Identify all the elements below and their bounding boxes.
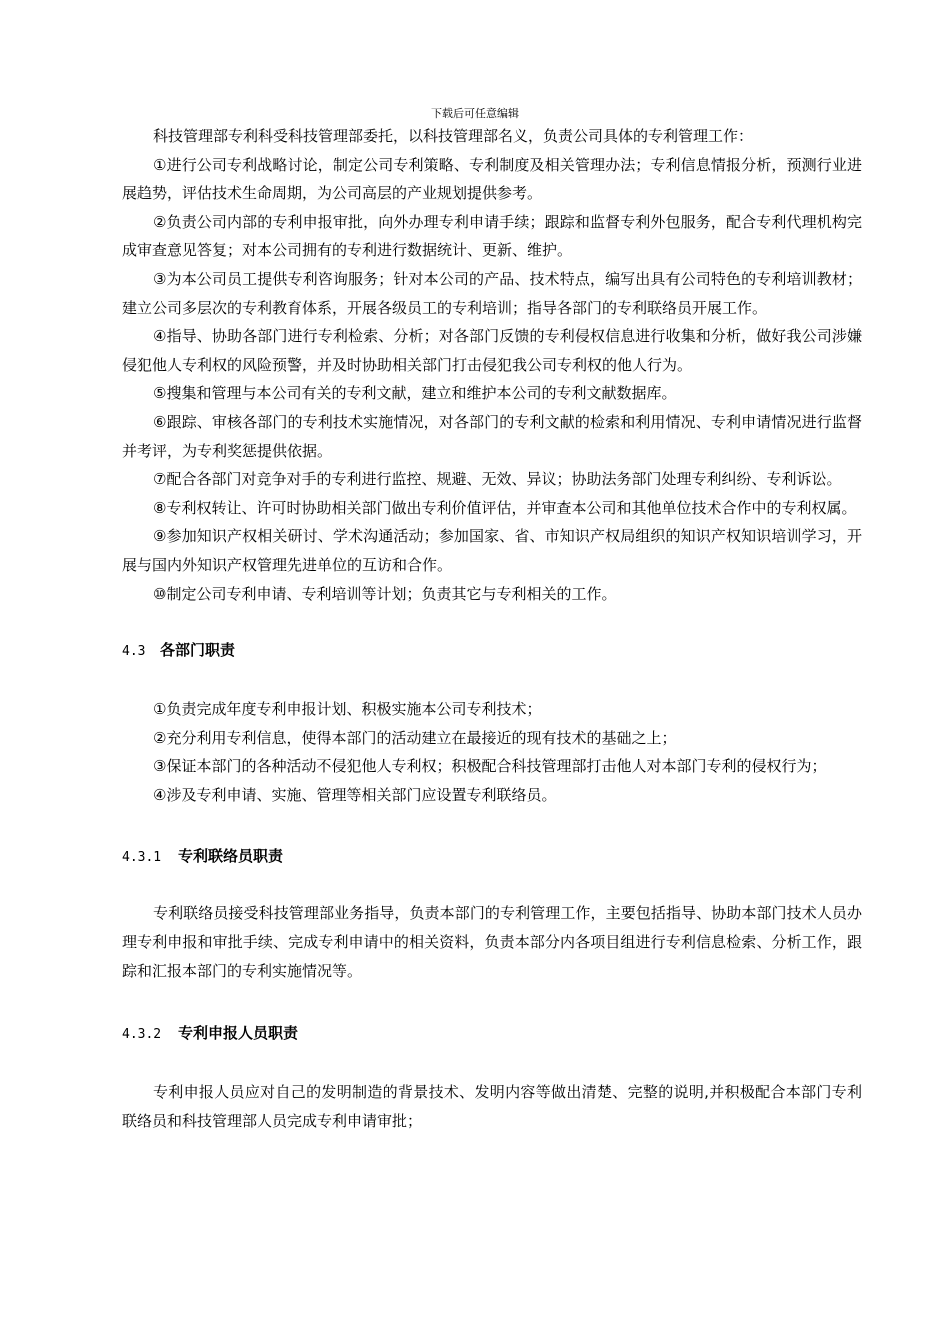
section-number: 4.3 bbox=[122, 644, 146, 660]
section-heading-4-3 bbox=[122, 640, 862, 662]
duty-item-6: ⑥跟踪、审核各部门的专利技术实施情况，对各部门的专利文献的检索和利用情况、专利申请情况进行监督并考评，为专利奖惩提供依据。 bbox=[122, 412, 862, 460]
intro-paragraph: 科技管理部专利科受科技管理部委托，以科技管理部名义，负责公司具体的专利管理工作： bbox=[153, 127, 754, 145]
duty-item-7: ⑦配合各部门对竞争对手的专利进行监控、规避、无效、异议；协助法务部门处理专利纠纷、专利诉讼。 bbox=[153, 470, 842, 489]
section-title: 专利申报人员职责 bbox=[178, 1024, 299, 1043]
duty-item-9: ⑨参加知识产权相关研讨、学术沟通活动；参加国家、省、市知识产权局组织的知识产权知识培训学习，开展与国内外知识产权管理先进单位的互访和合作。 bbox=[122, 527, 862, 574]
section-number: 4.3.1 bbox=[122, 850, 162, 866]
dept-item-2: ②充分利用专利信息，使得本部门的活动建立在最接近的现有技术的基础之上； bbox=[153, 728, 677, 747]
duty-item-3: ③为本公司员工提供专利咨询服务；针对本公司的产品、技术特点，编写出具有公司特色的专利培训教材；建立公司多层次的专利教育体系，开展各级员工的专利培训；指导各部门的专利联络员开展工作。 bbox=[122, 269, 862, 317]
applicant-duty-paragraph: 专利申报人员应对自己的发明制造的背景技术、发明内容等做出清楚、完整的说明,并积极配合本部门专利联络员和科技管理部人员完成专利申请审批； bbox=[122, 1083, 862, 1130]
duty-item-10: ⑩制定公司专利申请、专利培训等计划；负责其它与专利相关的工作。 bbox=[153, 584, 617, 603]
section-title: 专利联络员职责 bbox=[178, 847, 284, 866]
duty-item-1: ①进行公司专利战略讨论，制定公司专利策略、专利制度及相关管理办法；专利信息情报分析，预测行业进展趋势，评估技术生命周期，为公司高层的产业规划提供参考。 bbox=[122, 155, 862, 203]
document-body bbox=[122, 122, 862, 1135]
duty-item-8: ⑧专利权转让、许可时协助相关部门做出专利价值评估，并审查本公司和其他单位技术合作中的专利权属。 bbox=[153, 498, 857, 517]
duty-item-5: ⑤搜集和管理与本公司有关的专利文献，建立和维护本公司的专利文献数据库。 bbox=[153, 384, 677, 403]
section-heading-4-3-1 bbox=[122, 846, 862, 868]
dept-item-3: ③保证本部门的各种活动不侵犯他人专利权；积极配合科技管理部打击他人对本部门专利的侵权行为； bbox=[153, 757, 827, 776]
section-number: 4.3.2 bbox=[122, 1027, 162, 1043]
watermark-header: 下载后可任意编辑 bbox=[431, 107, 519, 120]
section-title: 各部门职责 bbox=[160, 641, 236, 660]
dept-item-4: ④涉及专利申请、实施、管理等相关部门应设置专利联络员。 bbox=[153, 785, 557, 804]
duty-item-4: ④指导、协助各部门进行专利检索、分析；对各部门反馈的专利侵权信息进行收集和分析，做好我公司涉嫌侵犯他人专利权的风险预警，并及时协助相关部门打击侵犯我公司专利权的他人行为。 bbox=[122, 327, 862, 374]
duty-item-2: ②负责公司内部的专利申报审批，向外办理专利申请手续；跟踪和监督专利外包服务，配合专利代理机构完成审查意见答复；对本公司拥有的专利进行数据统计、更新、维护。 bbox=[122, 212, 862, 260]
liaison-duty-paragraph: 专利联络员接受科技管理部业务指导，负责本部门的专利管理工作，主要包括指导、协助本部门技术人员办理专利申报和审批手续、完成专利申请中的相关资料，负责本部分内各项目组进行专利信息检索、分析工作，跟踪和汇报本部门的专利实施情况等。 bbox=[122, 904, 862, 980]
section-heading-4-3-2 bbox=[122, 1023, 862, 1045]
dept-item-1: ①负责完成年度专利申报计划、积极实施本公司专利技术； bbox=[153, 700, 542, 719]
